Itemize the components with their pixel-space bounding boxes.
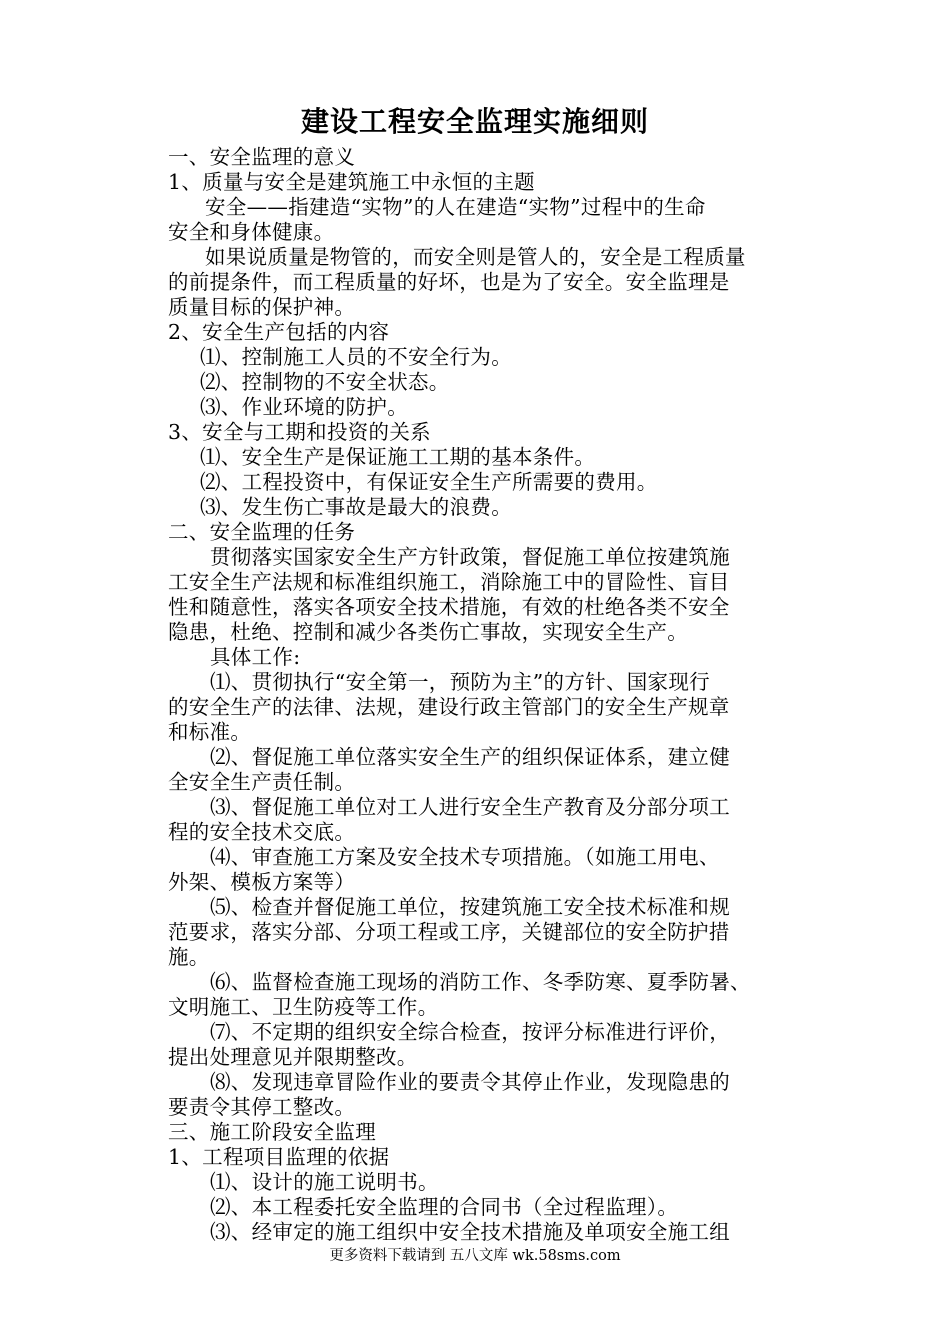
document-title: 建设工程安全监理实施细则 (300, 105, 649, 138)
list-item: ⑶、督促施工单位对工人进行安全生产教育及分部分项工 (210, 795, 730, 819)
paragraph-line: 性和随意性，落实各项安全技术措施，有效的杜绝各类不安全 (168, 595, 730, 619)
list-item: ⑴、控制施工人员的不安全行为。 (200, 345, 512, 369)
paragraph-line: 的安全生产的法律、法规，建设行政主管部门的安全生产规章 (168, 695, 730, 719)
paragraph-line: 文明施工、卫生防疫等工作。 (168, 995, 439, 1019)
list-item: ⑴、安全生产是保证施工工期的基本条件。 (200, 445, 596, 469)
paragraph-line: 和标准。 (168, 720, 252, 744)
list-item: ⑵、本工程委托安全监理的合同书（全过程监理）。 (210, 1195, 679, 1219)
paragraph-line: 工安全生产法规和标准组织施工，消除施工中的冒险性、盲目 (168, 570, 730, 594)
subsection-heading: 1、质量与安全是建筑施工中永恒的主题 (168, 170, 535, 194)
list-item: ⑵、督促施工单位落实安全生产的组织保证体系，建立健 (210, 745, 730, 769)
paragraph-line: 安全——指建造“实物”的人在建造“实物”过程中的生命 (205, 195, 706, 219)
paragraph-line: 隐患，杜绝、控制和减少各类伤亡事故，实现安全生产。 (168, 620, 688, 644)
list-item: ⑶、作业环境的防护。 (200, 395, 408, 419)
list-item: ⑶、发生伤亡事故是最大的浪费。 (200, 495, 512, 519)
subsection-heading: 3、安全与工期和投资的关系 (168, 420, 431, 444)
paragraph-line: 程的安全技术交底。 (168, 820, 356, 844)
list-item: ⑵、工程投资中，有保证安全生产所需要的费用。 (200, 470, 658, 494)
list-item: ⑺、不定期的组织安全综合检查，按评分标准进行评价， (210, 1020, 730, 1044)
paragraph-line: 要责令其停工整改。 (168, 1095, 356, 1119)
paragraph-line: 安全和身体健康。 (168, 220, 335, 244)
list-item: ⑴、设计的施工说明书。 (210, 1170, 439, 1194)
section-heading: 三、施工阶段安全监理 (168, 1120, 376, 1144)
paragraph-line: 外架、模板方案等） (168, 870, 356, 894)
paragraph-line: 具体工作: (210, 645, 301, 669)
list-item: ⑹、监督检查施工现场的消防工作、冬季防寒、夏季防暑、 (210, 970, 751, 994)
paragraph-line: 提出处理意见并限期整改。 (168, 1045, 418, 1069)
subsection-heading: 1、工程项目监理的依据 (168, 1145, 390, 1169)
paragraph-line: 范要求，落实分部、分项工程或工序，关键部位的安全防护措 (168, 920, 730, 944)
list-item: ⑻、发现违章冒险作业的要责令其停止作业，发现隐患的 (210, 1070, 730, 1094)
paragraph-line: 全安全生产责任制。 (168, 770, 356, 794)
paragraph-line: 质量目标的保护神。 (168, 295, 356, 319)
list-item: ⑶、经审定的施工组织中安全技术措施及单项安全施工组 (210, 1220, 730, 1244)
paragraph-line: 贯彻落实国家安全生产方针政策，督促施工单位按建筑施 (210, 545, 730, 569)
paragraph-line: 施。 (168, 945, 210, 969)
paragraph-line: 如果说质量是物管的，而安全则是管人的，安全是工程质量 (205, 245, 746, 269)
list-item: ⑷、审查施工方案及安全技术专项措施。（如施工用电、 (210, 845, 720, 869)
subsection-heading: 2、安全生产包括的内容 (168, 320, 390, 344)
footer-note: 更多资料下载请到 五八文库 wk.58sms.com (329, 1248, 621, 1264)
list-item: ⑴、贯彻执行“安全第一，预防为主”的方针、国家现行 (210, 670, 710, 694)
list-item: ⑸、检查并督促施工单位，按建筑施工安全技术标准和规 (210, 895, 730, 919)
section-heading: 一、安全监理的意义 (168, 145, 356, 169)
list-item: ⑵、控制物的不安全状态。 (200, 370, 450, 394)
section-heading: 二、安全监理的任务 (168, 520, 356, 544)
paragraph-line: 的前提条件，而工程质量的好坏，也是为了安全。安全监理是 (168, 270, 730, 294)
